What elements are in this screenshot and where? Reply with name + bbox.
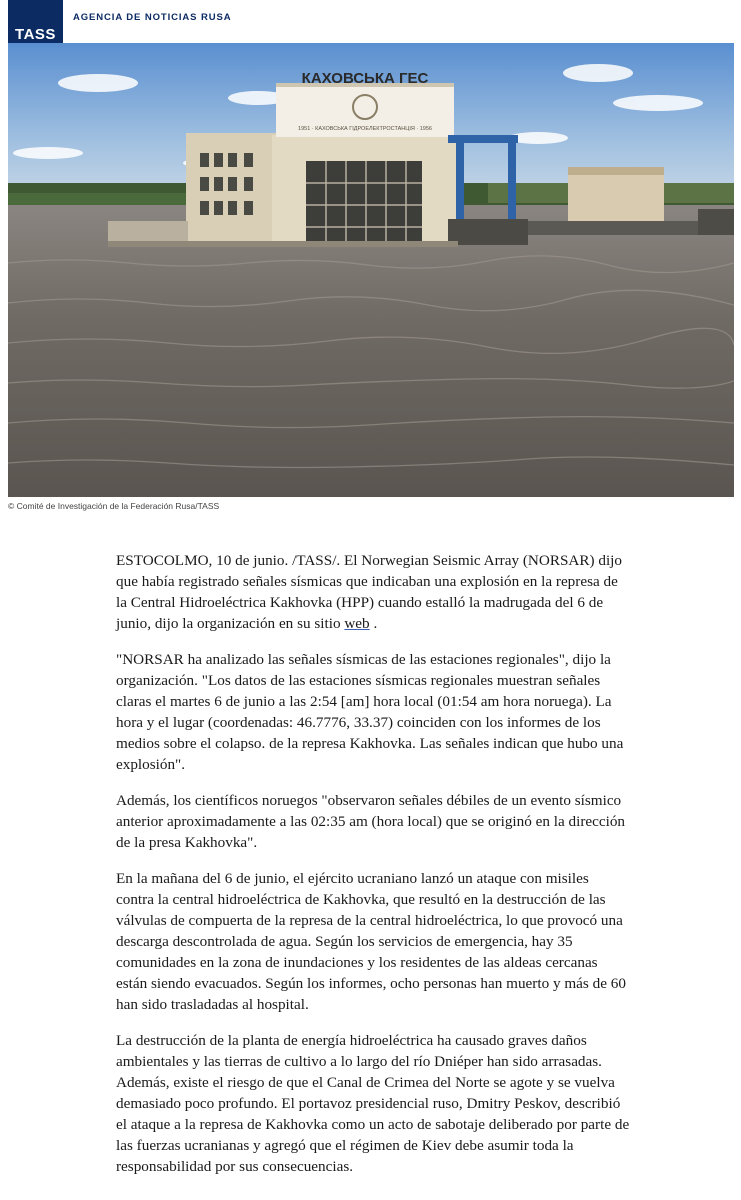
article-photo [8, 43, 734, 497]
paragraph-1-text: ESTOCOLMO, 10 de junio. /TASS/. El Norwegian Seismic Array (NORSAR) dijo que había registrado señales sísmicas que indicaban una explosión en la represa de la Central Hidroeléctrica Kakhovka (HPP) cuando estalló la madrugada del 6 de junio, dijo la organización en su sitio [116, 552, 622, 632]
paragraph-5: La destrucción de la planta de energía hidroeléctrica ha causado graves daños ambientales y las tierras de cultivo a lo largo del río Dniéper han sido arrasadas. Además, existe el riesgo de que el Canal de Crimea del Norte se agote y se vuelva demasiado poco profundo. El portavoz presidencial ruso, Dmitry Peskov, describió el ataque a la represa de Kakhovka como un acto de sabotaje deliberado por parte de las fuerzas ucranianas y agregó que el régimen de Kiev debe asumir toda la responsabilidad por sus consecuencias. [116, 1032, 630, 1175]
paragraph-2: "NORSAR ha analizado las señales sísmicas de las estaciones regionales", dijo la organización. "Los datos de las estaciones sísmicas regionales muestran señales claras el martes 6 de junio a las 2:54 [am] hora local (01:54 am hora noruega). La hora y el lugar (coordenadas: 46.7776, 33.37) coinciden con los informes de los medios sobre el colapso. de la represa Kakhovka. Las señales indican que hubo una explosión". [116, 651, 624, 773]
agency-label: AGENCIA DE NOTICIAS RUSA [73, 12, 232, 23]
paragraph-1-end: . [369, 615, 378, 632]
paragraph-4: En la mañana del 6 de junio, el ejército ucraniano lanzó un ataque con misiles contra la central hidroeléctrica de Kakhovka, que resultó en la destrucción de las válvulas de compuerta de la represa de la central hidroeléctrica, lo que provocó una descarga descontrolada de agua. Según los servicios de emergencia, hay 35 comunidades en la zona de inundaciones y los residentes de las aldeas cercanas están siendo evacuados. Según los informes, ocho personas han muerto y más de 60 han sido trasladadas al hospital. [116, 870, 626, 1013]
web-link[interactable]: web [344, 615, 370, 632]
logo-text: TASS [15, 26, 56, 43]
photo-credit: © Comité de Investigación de la Federación Rusa/TASS [8, 501, 220, 511]
dam-sign: КАХОВСЬКА ГЕС [301, 70, 429, 87]
tass-logo[interactable] [8, 0, 63, 49]
article-body [116, 550, 630, 1192]
paragraph-3: Además, los científicos noruegos "observaron señales débiles de un evento sísmico anterior aproximadamente a las 02:35 am (hora local) que se originó en la dirección de la presa Kakhovka". [116, 792, 626, 851]
building-plate: 1951 · КАХОВСЬКА ГІДРОЕЛЕКТРОСТАНЦІЯ · 1956 [298, 126, 432, 132]
flooded-dam-image [8, 43, 734, 497]
top-bar [0, 0, 741, 43]
flood-water [8, 205, 734, 497]
paragraph-1 [116, 550, 630, 634]
